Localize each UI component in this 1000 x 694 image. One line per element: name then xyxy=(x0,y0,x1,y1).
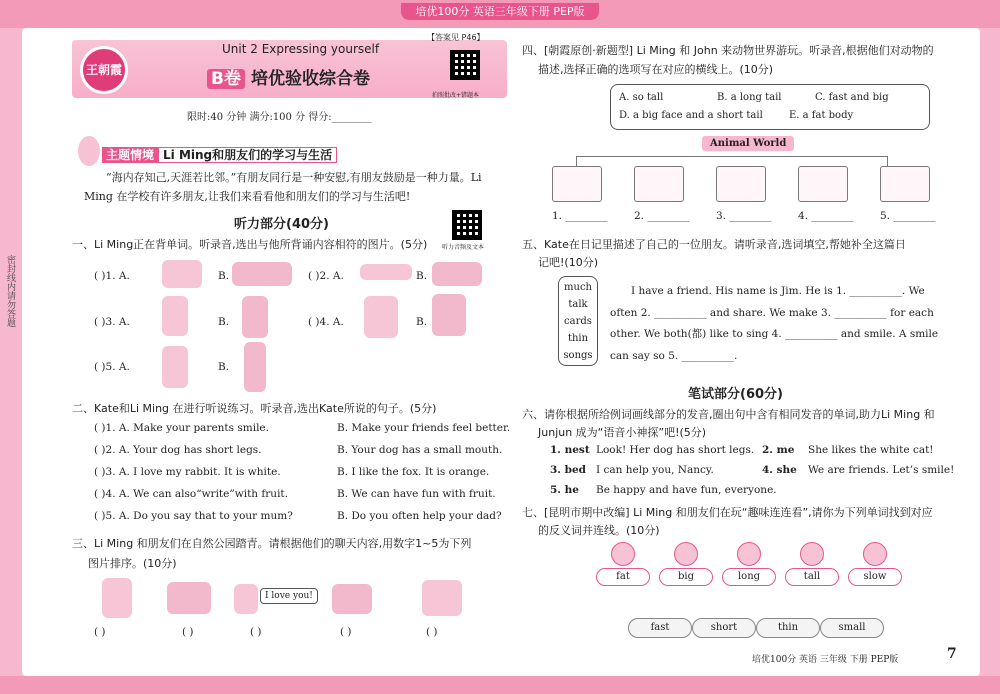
giraffe-icon xyxy=(634,166,684,202)
q1-item-5-b: B. xyxy=(218,361,230,373)
word-tag[interactable]: big xyxy=(659,568,713,586)
q2-option: B. Your dog has a small mouth. xyxy=(337,444,503,456)
q3-blank[interactable]: ( ) xyxy=(94,626,106,638)
q6-example-word: 3. bed xyxy=(550,464,586,476)
q6-sentence[interactable]: Be happy and have fun, everyone. xyxy=(596,484,777,496)
bottle-word[interactable]: short xyxy=(692,618,756,638)
q6-example-word: 5. he xyxy=(550,484,579,496)
bottle-word[interactable]: fast xyxy=(628,618,692,638)
q2-option: ( )1. A. Make your parents smile. xyxy=(94,422,269,434)
bottom-bar xyxy=(0,676,1000,694)
painting-girl-icon xyxy=(102,578,132,618)
q3-stem: 三、Li Ming 和朋友们在自然公园踏青。请根据他们的聊天内容,用数字1~5为下列 xyxy=(72,537,472,550)
word-tag[interactable]: tall xyxy=(785,568,839,586)
q2-option: B. I like the fox. It is orange. xyxy=(337,466,490,478)
q6-stem: 六、请你根据所给例词画线部分的发音,圈出句中含有相同发音的单词,助力Li Ming 和 xyxy=(522,408,935,421)
q4-option: E. a fat body xyxy=(789,110,854,121)
speech-bubble: I love you! xyxy=(260,588,318,604)
theme-intro: “海内存知己,天涯若比邻。”有朋友同行是一种安慰,有朋友鼓励是一种力量。Li Ming 在学校有许多朋友,让我们来看看他和朋友们的学习与生活吧! xyxy=(84,171,482,203)
q1-item-2-b: B. xyxy=(416,270,428,282)
child-icon xyxy=(611,542,635,566)
q6-sentence[interactable]: Look! Her dog has short legs. xyxy=(596,444,755,456)
panda-icon xyxy=(798,166,848,202)
q2-option: ( )5. A. Do you say that to your mum? xyxy=(94,510,293,522)
q1-item-1: ( )1. A. xyxy=(94,270,130,282)
kids-icon xyxy=(422,580,462,616)
q2-option: B. We can have fun with fruit. xyxy=(337,488,496,500)
boy-icon xyxy=(162,346,188,388)
child-icon xyxy=(800,542,824,566)
q2-option: ( )2. A. Your dog has short legs. xyxy=(94,444,262,456)
q6-sentence[interactable]: We are friends. Let’s smile! xyxy=(808,464,955,476)
answer-reference: 【答案见 P46】 xyxy=(427,33,485,42)
q1-item-4: ( )4. A. xyxy=(308,316,344,328)
unit-title: Unit 2 Expressing yourself xyxy=(222,42,380,56)
q1-item-3-b: B. xyxy=(218,316,230,328)
q4-blank[interactable]: 2. ________ xyxy=(634,210,690,222)
word-bank-item: thin xyxy=(567,333,589,344)
q4-option: B. a long tail xyxy=(717,92,782,103)
theme-text: Li Ming和朋友们的学习与生活 xyxy=(158,147,337,163)
audio-qr-caption: 听力音频及文本 xyxy=(442,244,485,251)
q4-option: A. so tall xyxy=(619,92,664,103)
theme-banner xyxy=(102,146,337,163)
q5-stem: 五、Kate在日记里描述了自己的一位朋友。请听录音,选词填空,帮她补全这篇日 xyxy=(522,238,906,251)
q1-item-4-b: B. xyxy=(416,316,428,328)
qr-code-icon[interactable] xyxy=(450,50,480,80)
q6-stem-cont: Junjun 成为“语音小神探”吧!(5分) xyxy=(538,426,707,439)
red-panda-icon xyxy=(332,584,372,614)
paper-title-text: 培优验收综合卷 xyxy=(250,69,370,89)
animal-world-label: Animal World xyxy=(702,136,794,151)
theme-label: 主题情境 xyxy=(102,147,158,163)
q4-option: C. fast and big xyxy=(815,92,889,103)
brand-logo: 王朝霞 xyxy=(80,46,128,94)
bottle-word[interactable]: small xyxy=(820,618,884,638)
q4-options-box xyxy=(610,84,930,130)
top-banner xyxy=(0,0,1000,28)
word-bank-item: songs xyxy=(563,350,593,361)
q4-blank[interactable]: 1. ________ xyxy=(552,210,608,222)
q4-option: D. a big face and a short tail xyxy=(619,110,763,121)
time-score-line: 限时:40 分钟 满分:100 分 得分:________ xyxy=(187,112,372,123)
boy-mascot-icon xyxy=(78,136,100,166)
paper-title xyxy=(207,64,370,89)
q6-example-word: 1. nest xyxy=(550,444,590,456)
q6-sentence[interactable]: She likes the white cat! xyxy=(808,444,934,456)
word-tag[interactable]: slow xyxy=(848,568,902,586)
word-tag[interactable]: long xyxy=(722,568,776,586)
q7-stem-cont: 的反义词并连线。(10分) xyxy=(538,524,660,537)
listening-title: 听力部分(40分) xyxy=(234,217,329,232)
girl-icon xyxy=(234,584,258,614)
q2-option: ( )4. A. We can also“write”with fruit. xyxy=(94,488,288,500)
boy-icon xyxy=(162,296,188,336)
top-banner-text: 培优100分 英语三年级下册 PEP版 xyxy=(401,3,598,20)
q7-stem: 七、[昆明市期中改编] Li Ming 和朋友们在玩“趣味连连看”,请你为下列单词找到对应 xyxy=(522,506,933,519)
word-bank-item: cards xyxy=(564,316,592,327)
writing-title: 笔试部分(60分) xyxy=(688,387,783,402)
juan-badge: B卷 xyxy=(207,69,245,89)
q6-example-word: 2. me xyxy=(762,444,795,456)
q2-option: ( )3. A. I love my rabbit. It is white. xyxy=(94,466,281,478)
q4-stem: 四、[朝霞原创·新题型] Li Ming 和 John 来动物世界游玩。听录音,根据他们对动物的 xyxy=(522,44,934,57)
word-bank xyxy=(558,276,598,366)
q4-blank[interactable]: 5. ________ xyxy=(880,210,936,222)
q1-stem: 一、Li Ming正在背单词。听录音,选出与他所背诵内容相符的图片。(5分) xyxy=(72,238,428,251)
q1-item-3: ( )3. A. xyxy=(94,316,130,328)
q4-blank[interactable]: 4. ________ xyxy=(798,210,854,222)
q6-example-word: 4. she xyxy=(762,464,797,476)
page-number: 7 xyxy=(947,646,957,662)
qr-caption: 拍照批改+错题本 xyxy=(432,92,480,99)
q1-item-5: ( )5. A. xyxy=(94,361,130,373)
fruit-icon xyxy=(232,262,292,286)
q3-blank[interactable]: ( ) xyxy=(250,626,262,638)
animal-icon xyxy=(432,262,482,286)
q3-blank[interactable]: ( ) xyxy=(426,626,438,638)
child-icon xyxy=(674,542,698,566)
connector-lines xyxy=(576,156,888,166)
q3-stem-cont: 图片排序。(10分) xyxy=(88,557,177,570)
q2-option: B. Make your friends feel better. xyxy=(337,422,511,434)
q5-stem-cont: 记吧!(10分) xyxy=(538,256,598,269)
audio-qr-icon[interactable] xyxy=(452,210,482,240)
child-icon xyxy=(737,542,761,566)
q3-blank[interactable]: ( ) xyxy=(340,626,352,638)
child-icon xyxy=(863,542,887,566)
cheetah-icon xyxy=(716,166,766,202)
tiger-icon xyxy=(552,166,602,202)
bottle-word[interactable]: thin xyxy=(756,618,820,638)
q3-blank[interactable]: ( ) xyxy=(182,626,194,638)
elephant-icon xyxy=(167,582,211,614)
boy-icon xyxy=(242,296,268,338)
worksheet-page xyxy=(22,28,980,676)
monkey-icon xyxy=(880,166,930,202)
gift-box-icon xyxy=(162,260,202,288)
q1-item-2: ( )2. A. xyxy=(308,270,344,282)
cut-line-label: 密封线内请勿答题 xyxy=(5,255,15,327)
word-tag[interactable]: fat xyxy=(596,568,650,586)
q4-blank[interactable]: 3. ________ xyxy=(716,210,772,222)
q2-option: B. Do you often help your dad? xyxy=(337,510,502,522)
girl-icon xyxy=(364,296,398,338)
q6-sentence[interactable]: I can help you, Nancy. xyxy=(596,464,714,476)
tall-boy-icon xyxy=(244,342,266,392)
word-bank-item: talk xyxy=(568,299,588,310)
word-bank-item: much xyxy=(564,282,592,293)
footer-text: 培优100分 英语 三年级 下册 PEP版 xyxy=(752,655,899,665)
q1-item-1-b: B. xyxy=(218,270,230,282)
diary-passage: I have a friend. His name is Jim. He is 1. __________. We often 2. __________ and share. We make 3. __________ for each other. We both(都) like to sing 4. __________ and smile. A smile can say so 5. __________. xyxy=(610,285,939,362)
girl-icon xyxy=(432,294,466,336)
q2-stem: 二、Kate和Li Ming 在进行听说练习。听录音,选出Kate所说的句子。(5分) xyxy=(72,402,437,415)
q4-stem-cont: 描述,选择正确的选项写在对应的横线上。(10分) xyxy=(538,63,774,76)
long-shape-icon xyxy=(360,264,412,280)
